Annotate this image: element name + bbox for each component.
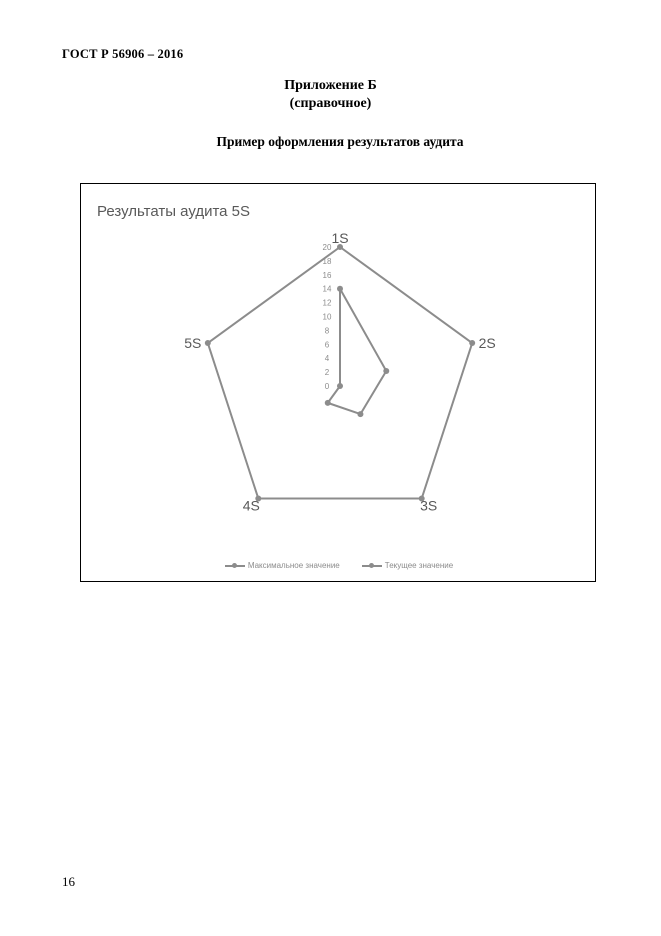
legend-swatch [225,565,245,567]
category-label: 4S [242,497,260,514]
appendix-type: (справочное) [289,96,372,111]
series-current-line [328,289,387,414]
chart-title: Результаты аудита 5S [97,203,251,220]
legend-item [225,561,340,570]
legend-label: Максимальное значение [247,561,340,570]
radial-tick-label: 8 [324,326,330,336]
radial-tick-label: 4 [324,354,330,364]
radial-tick-label: 2 [324,368,330,378]
data-point [469,340,475,346]
appendix-heading [0,77,661,113]
category-label: 1S [331,230,349,246]
chart-legend [81,561,597,570]
radial-tick-label: 10 [322,312,332,322]
radial-tick-label: 14 [322,284,332,294]
data-point [337,286,343,292]
legend-swatch [362,565,382,567]
data-point [383,368,389,374]
data-point [205,340,211,346]
data-point [337,383,343,389]
data-point [325,400,331,406]
legend-label: Текущее значение [384,561,454,570]
category-label: 2S [478,335,496,352]
chart-frame [80,183,596,582]
radar-chart [81,184,597,583]
category-label: 5S [184,335,202,352]
data-point [357,411,363,417]
radial-tick-label: 0 [324,382,330,391]
legend-item [362,561,453,570]
radial-tick-label: 12 [322,298,332,308]
page-number: 16 [62,874,75,889]
appendix-title: Приложение Б [284,78,377,93]
radial-tick-label: 18 [322,256,332,266]
category-label: 3S [420,497,438,514]
radial-tick-label: 6 [324,340,330,350]
radial-tick-label: 16 [322,270,332,280]
document-header: ГОСТ Р 56906 – 2016 [62,47,184,61]
radial-tick-label: 20 [322,243,332,252]
section-title: Пример оформления результатов аудита [216,134,464,149]
